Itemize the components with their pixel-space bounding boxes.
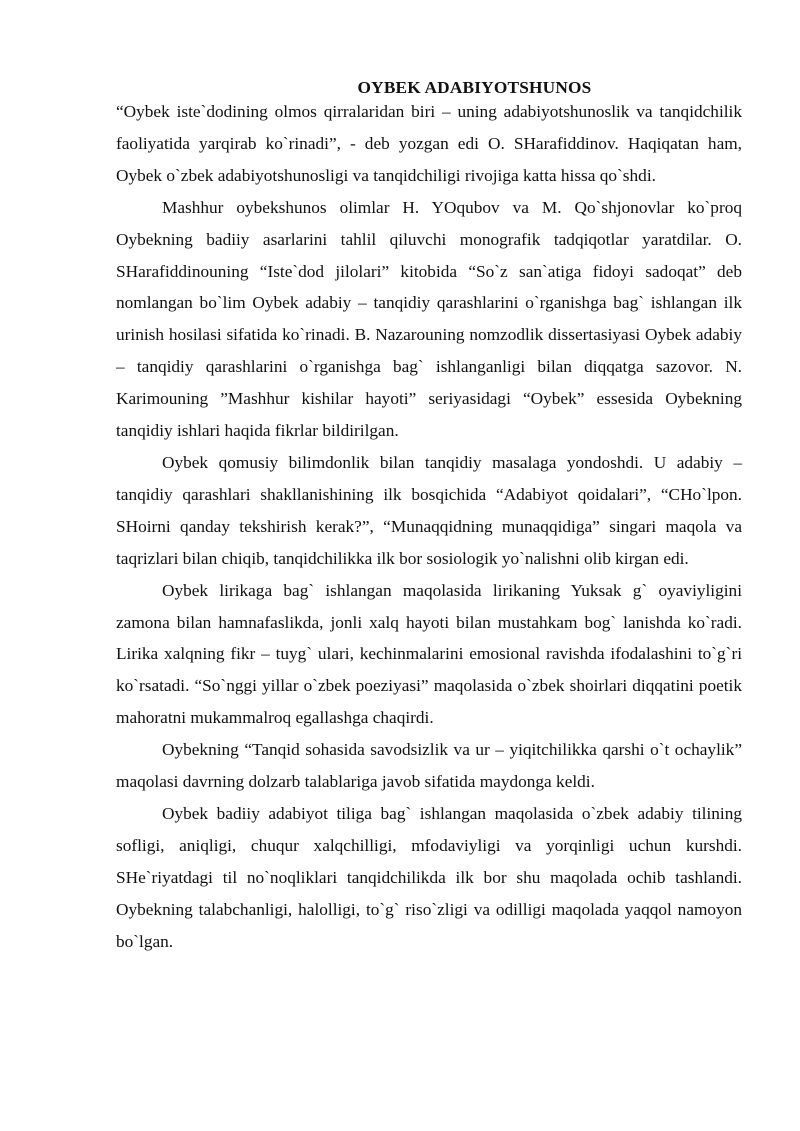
- paragraph-1: “Oybek iste`dodining olmos qirralaridan biri – uning adabiyotshunoslik va tanqidchilik faoliyatida yarqirab ko`rinadi”, - deb yozgan edi O. SHarafiddinov. Haqiqatan ham, Oybek o`zbek adabiyotshunosligi va tanqidchiligi rivojiga katta hissa qo`shdi.: [116, 102, 742, 185]
- paragraph-3: Oybek qomusiy bilimdonlik bilan tanqidiy masalaga yondoshdi. U adabiy – tanqidiy qarashlari shakllanishining ilk bosqichida “Adabiyot qoidalari”, “CHo`lpon. SHoirni qanday tekshirish kerak?”, “Munaqqidning munaqqidiga” singari maqola va taqrizlari bilan chiqib, tanqidchilikka ilk bor sosiologik yo`nalishni olib kirgan edi.: [116, 452, 742, 568]
- paragraph-2: Mashhur oybekshunos olimlar H. YOqubov va M. Qo`shjonovlar ko`proq Oybekning badiiy asarlarini tahlil qiluvchi monografik tadqiqotlar yaratdilar. O. SHarafiddinouning “Iste`dod jilolari” kitobida “So`z san`atiga fidoyi sadoqat” deb nomlangan bo`lim Oybek adabiy – tanqidiy qarashlarini o`rganishga bag` ishlangan ilk urinish hosilasi sifatida ko`rinadi. B. Nazarouning nomzodlik dissertasiyasi Oybek adabiy – tanqidiy qarashlarini o`rganishga bag` ishlanganligi bilan diqqatga sazovor. N. Karimouning ”Mashhur kishilar hayoti” seriyasidagi “Oybek” essesida Oybekning tanqidiy ishlari haqida fikrlar bildirilgan.: [116, 197, 742, 441]
- document-page: [116, 78, 742, 957]
- paragraph-6: Oybek badiiy adabiyot tiliga bag` ishlangan maqolasida o`zbek adabiy tilining sofligi, aniqligi, chuqur xalqchilligi, mfodaviyligi va yorqinligi uchun kurshdi. SHe`riyatdagi til no`noqliklari tanqidchilikda ilk bor shu maqolada ochib tashlandi. Oybekning talabchanligi, halolligi, to`g` riso`zligi va odilligi maqolada yaqqol namoyon bo`lgan.: [116, 803, 742, 951]
- document-title: OYBEK ADABIYOTSHUNOS: [357, 78, 592, 97]
- paragraph-4: Oybek lirikaga bag` ishlangan maqolasida lirikaning Yuksak g` oyaviyligini zamona bilan hamnafaslikda, jonli xalq hayoti bilan mustahkam bog` lanishda ko`radi. Lirika xalqning fikr – tuyg` ulari, kechinmalarini emosional ravishda ifodalashini to`g`ri ko`rsatadi. “So`nggi yillar o`zbek poeziyasi” maqolasida o`zbek shoirlari diqqatini poetik mahoratni mukammalroq egallashga chaqirdi.: [116, 580, 742, 728]
- paragraph-5: Oybekning “Tanqid sohasida savodsizlik va ur – yiqitchilikka qarshi o`t ochaylik” maqolasi davrning dolzarb talablariga javob sifatida maydonga keldi.: [116, 740, 742, 792]
